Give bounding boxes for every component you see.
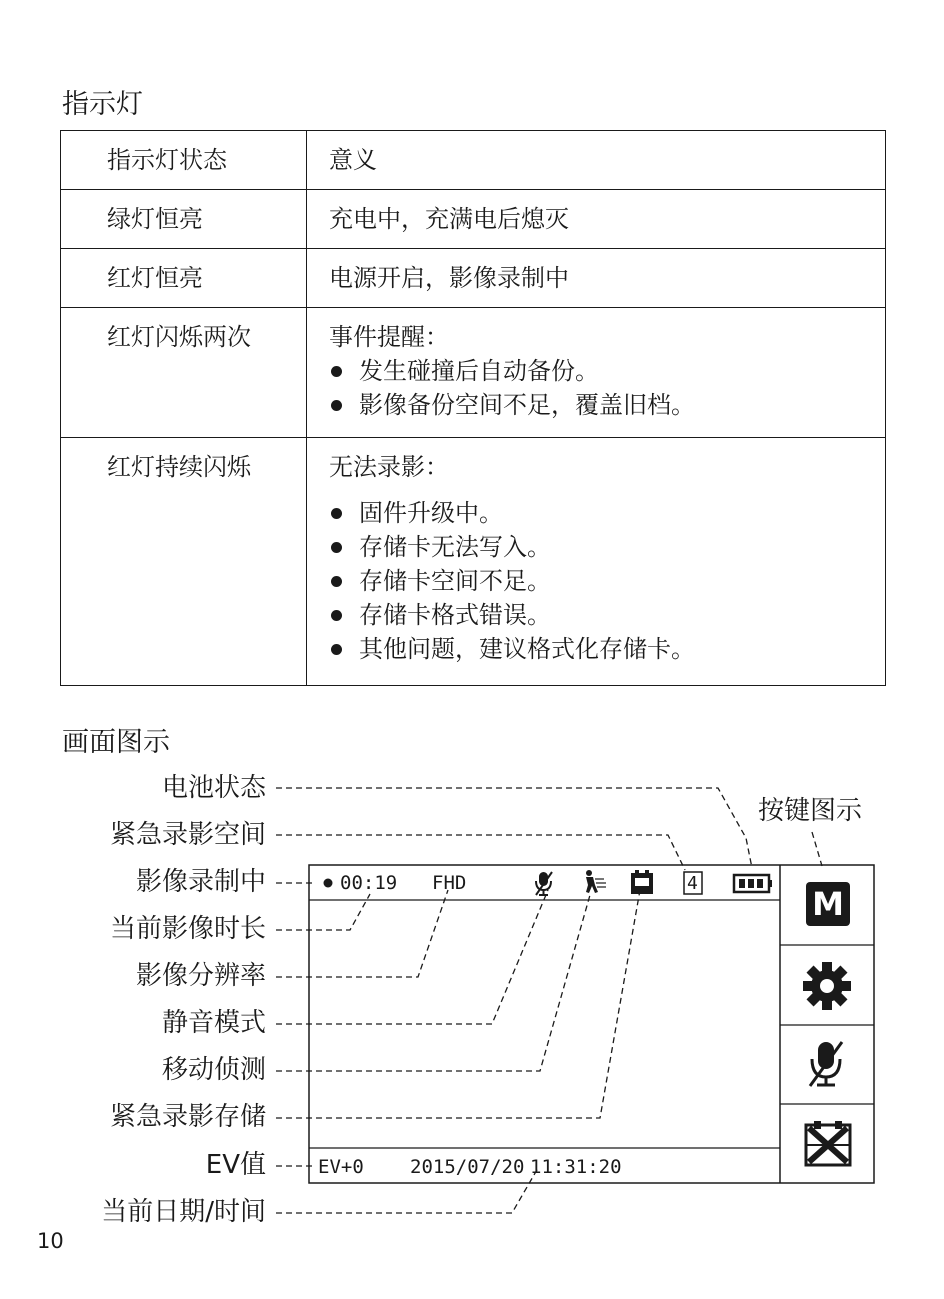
section-title-indicator: 指示灯 xyxy=(62,89,143,120)
list-item: 存储卡空间不足。 xyxy=(329,564,885,598)
clock-text: 11:31:20 xyxy=(530,1156,622,1178)
list-item: 影像备份空间不足，覆盖旧档。 xyxy=(329,388,885,422)
menu-button-letter: M xyxy=(812,885,844,923)
mute-status-icon xyxy=(536,872,552,895)
header-meaning: 意义 xyxy=(329,146,377,174)
row-meaning: 无法录影： xyxy=(329,453,449,481)
leader-battery xyxy=(276,788,752,868)
label-duration: 当前影像时长 xyxy=(109,914,266,944)
leader-motion xyxy=(276,895,590,1071)
motion-detection-icon xyxy=(586,870,606,893)
ev-value: EV+0 xyxy=(318,1156,364,1178)
label-buttons: 按键图示 xyxy=(758,796,863,826)
list-item: 其他问题，建议格式化存储卡。 xyxy=(329,632,885,666)
section-title-screen: 画面图示 xyxy=(62,727,170,758)
leader-emergency-storage xyxy=(276,890,640,1118)
label-emergency-space: 紧急录影空间 xyxy=(109,820,266,850)
label-ev: EV值 xyxy=(205,1150,266,1180)
gear-icon xyxy=(803,962,851,1010)
row-state: 绿灯恒亮 xyxy=(107,205,203,233)
resolution-text: FHD xyxy=(432,872,467,894)
emergency-file-button-icon xyxy=(806,1121,850,1165)
row-state: 红灯闪烁两次 xyxy=(107,323,251,351)
row-meaning: 电源开启，影像录制中 xyxy=(329,264,569,292)
record-time: 00:19 xyxy=(340,872,398,894)
mic-mute-button-icon xyxy=(810,1042,842,1086)
list-item: 存储卡格式错误。 xyxy=(329,598,885,632)
label-resolution: 影像分辨率 xyxy=(135,961,266,991)
row-meaning: 充电中，充满电后熄灭 xyxy=(329,205,569,233)
emergency-storage-icon xyxy=(631,870,653,894)
leader-resolution xyxy=(276,890,448,977)
record-dot-icon xyxy=(324,879,333,888)
list-item: 发生碰撞后自动备份。 xyxy=(329,354,885,388)
screen-frame xyxy=(309,865,874,1183)
row-state: 红灯持续闪烁 xyxy=(107,453,251,481)
page-number: 10 xyxy=(37,1229,64,1253)
label-motion: 移动侦测 xyxy=(161,1055,266,1085)
leader-mute xyxy=(276,890,548,1024)
emergency-space-count: 4 xyxy=(687,873,698,894)
leader-buttons xyxy=(812,832,822,866)
label-recording: 影像录制中 xyxy=(135,867,266,897)
label-datetime: 当前日期/时间 xyxy=(101,1197,266,1227)
row-meaning: 事件提醒： xyxy=(329,323,449,351)
label-mute: 静音模式 xyxy=(161,1008,266,1038)
date-text: 2015/07/20 xyxy=(410,1156,525,1178)
row-state: 红灯恒亮 xyxy=(107,264,203,292)
list-item: 存储卡无法写入。 xyxy=(329,530,885,564)
label-emergency-storage: 紧急录影存储 xyxy=(109,1102,266,1132)
battery-icon xyxy=(734,875,772,892)
header-state: 指示灯状态 xyxy=(107,146,227,174)
list-item: 固件升级中。 xyxy=(329,496,885,530)
label-battery: 电池状态 xyxy=(161,773,266,803)
